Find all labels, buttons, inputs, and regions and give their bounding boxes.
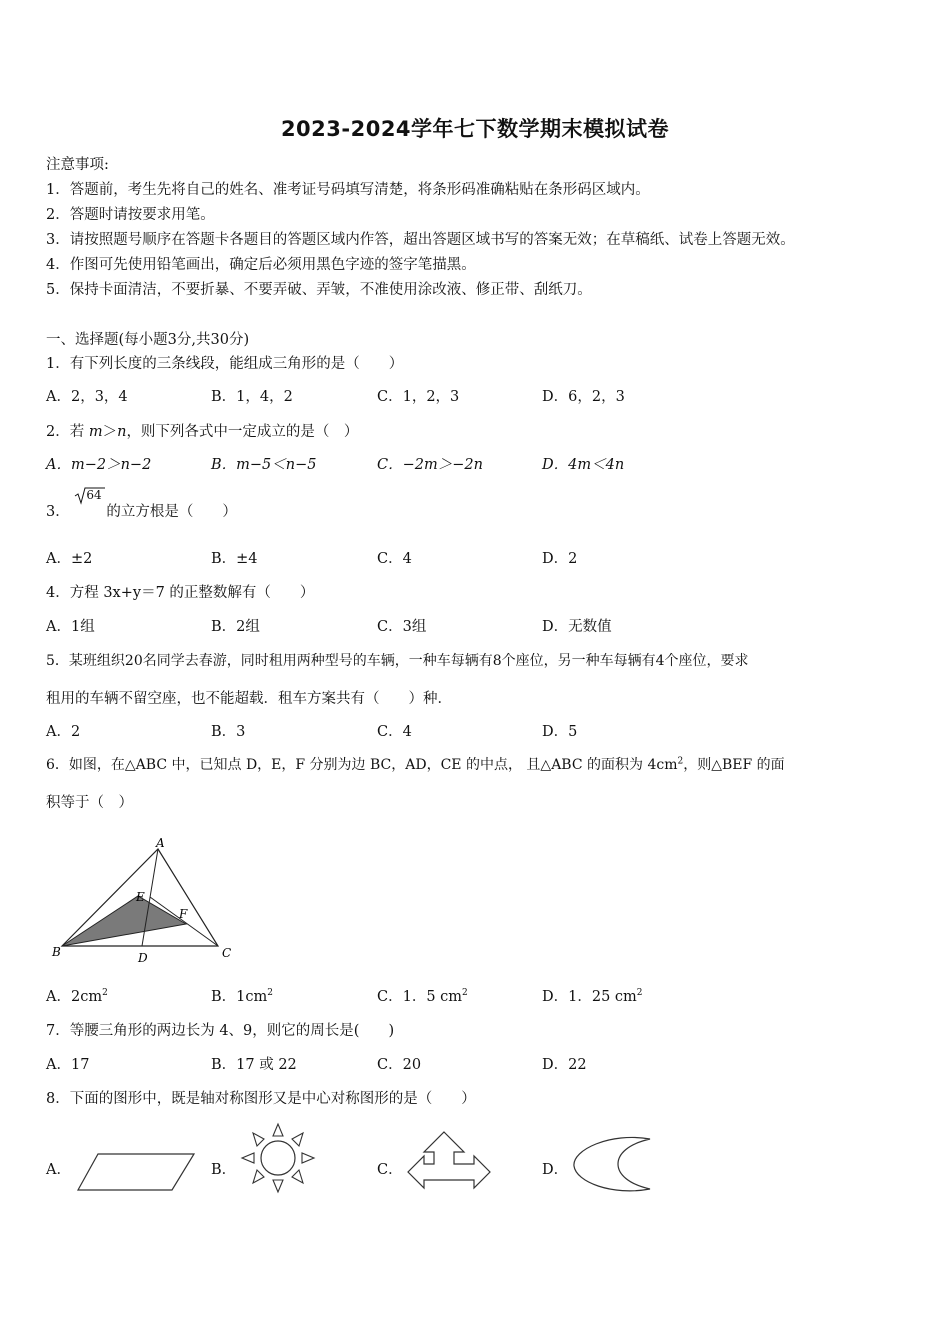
question-stem: [46, 754, 785, 774]
stem-text: 的立方根是（ ）: [106, 504, 237, 520]
label-c: C: [222, 946, 232, 960]
question-stem: 5．某班组织20名同学去春游，同时租用两种型号的车辆，一种车每辆有8个座位，另一种车每辆有4个座位，要求: [46, 653, 749, 669]
option-d: D．22: [542, 1057, 587, 1073]
section-heading: 一、选择题(每小题3分,共30分): [46, 332, 250, 348]
notice-heading: 注意事项:: [46, 157, 109, 173]
label-e: E: [136, 890, 145, 904]
option-a: A．m−2＞n−2: [46, 457, 152, 473]
label-f: F: [179, 907, 188, 921]
superscript: 2: [462, 988, 468, 999]
option-b: B．±4: [211, 551, 258, 567]
label-b: B: [52, 945, 61, 959]
option-c: C．1．5 $cm^2$: [377, 988, 468, 1005]
option-a: A．17: [46, 1057, 90, 1073]
question-stem-continued: 积等于（ ）: [46, 795, 133, 811]
label-d: D: [138, 951, 148, 965]
stem-text: 6．如图，在△ABC 中，已知点 D，E，F 分别为边 BC，AD，CE 的中点， 且△ABC 的面积为 4cm: [46, 757, 678, 773]
option-c: C．20: [377, 1057, 422, 1073]
notice-item: 3．请按照题号顺序在答题卡各题目的答题区域内作答，超出答题区域书写的答案无效；在草稿纸、试卷上答题无效。: [46, 232, 795, 248]
notice-item: 2．答题时请按要求用笔。: [46, 207, 215, 223]
question-stem: 7．等腰三角形的两边长为 4、9，则它的周长是( ): [46, 1023, 395, 1039]
option-d: D．6，2，3: [542, 389, 625, 405]
variable-n: n: [117, 424, 127, 440]
option-d: D．无数值: [542, 619, 612, 635]
question-stem: [46, 488, 237, 521]
option-b: B．: [211, 1162, 237, 1178]
crescent-moon-icon: [570, 1136, 660, 1196]
stem-text: ，则△BEF 的面: [683, 757, 785, 773]
notice-item: 5．保持卡面清洁，不要折暴、不要弄破、弄皱，不准使用涂改液、修正带、刮纸刀。: [46, 282, 592, 298]
question-stem: 4．方程 3x+y＝7 的正整数解有（ ）: [46, 585, 315, 601]
option-d: D．: [542, 1162, 569, 1178]
option-d: D．2: [542, 551, 578, 567]
question-stem: 8．下面的图形中，既是轴对称图形又是中心对称图形的是（ ）: [46, 1091, 476, 1107]
option-a: A．2，3，4: [46, 389, 128, 405]
option-b: B．3: [211, 724, 246, 740]
option-b: B．m−5＜n−5: [211, 457, 317, 473]
question-stem: [46, 420, 358, 441]
gt-sign: ＞: [102, 424, 118, 440]
option-a: A．±2: [46, 551, 93, 567]
option-c: C．−2m＞−2n: [377, 457, 483, 473]
superscript: 2: [267, 988, 273, 999]
arrows-icon: [404, 1130, 494, 1192]
option-b: B．2组: [211, 619, 260, 635]
question-stem-continued: 租用的车辆不留空座，也不能超载．租车方案共有（ ）种．: [46, 691, 452, 707]
superscript: 2: [636, 988, 643, 999]
option-b: B．17 或 22: [211, 1057, 297, 1073]
stem-text: ，则下列各式中一定成立的是（ ）: [126, 424, 359, 440]
option-a: A．$2cm^2$: [46, 988, 108, 1005]
shaded-triangle-bef: [62, 896, 186, 946]
option-c: C．4: [377, 724, 412, 740]
option-d: D．1．25 $cm^2$: [542, 988, 643, 1005]
page-title: 2023-2024学年七下数学期末模拟试卷: [280, 117, 670, 141]
parallelogram-icon: [76, 1152, 196, 1192]
sqrt-expression: [74, 488, 106, 516]
option-d: D．5: [542, 724, 578, 740]
triangle-figure: [48, 835, 248, 965]
option-d: D．4m＜4n: [542, 457, 625, 473]
option-c: C．1，2，3: [377, 389, 460, 405]
sun-icon: [240, 1122, 320, 1194]
option-b: B．$1cm^2$: [211, 988, 273, 1005]
option-c: C．3组: [377, 619, 427, 635]
variable-m: m: [88, 424, 103, 440]
label-a: A: [156, 836, 165, 850]
radicand: 64: [86, 488, 102, 502]
question-stem: 1．有下列长度的三条线段，能组成三角形的是（ ）: [46, 356, 404, 372]
notice-item: 4．作图可先使用铅笔画出，确定后必须用黑色字迹的签字笔描黑。: [46, 257, 476, 273]
option-a: A．: [46, 1162, 71, 1178]
option-c: C．4: [377, 551, 412, 567]
option-c: C．: [377, 1162, 403, 1178]
option-a: A．1组: [46, 619, 95, 635]
stem-text: 2．若: [46, 424, 89, 440]
option-a: A．2: [46, 724, 81, 740]
notice-item: 1．答题前，考生先将自己的姓名、准考证号码填写清楚，将条形码准确粘贴在条形码区域内。: [46, 182, 650, 198]
superscript: 2: [677, 756, 684, 767]
option-b: B．1，4，2: [211, 389, 293, 405]
superscript: 2: [102, 988, 108, 999]
question-number: 3．: [46, 504, 70, 520]
